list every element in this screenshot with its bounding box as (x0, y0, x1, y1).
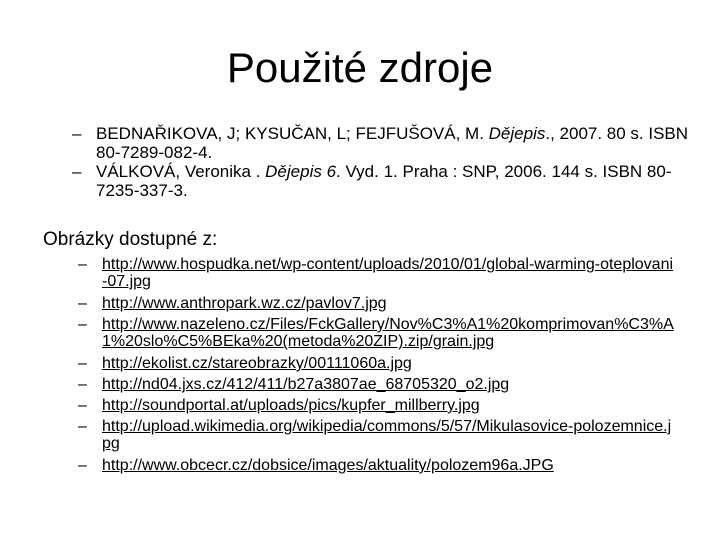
image-link[interactable]: http://ekolist.cz/stareobrazky/00111060a.jpg (102, 355, 412, 372)
link-item (78, 256, 678, 290)
source-authors: BEDNAŘIKOVA, J; KYSUČAN, L; FEJFUŠOVÁ, M. (96, 124, 489, 143)
bullet-dash: – (78, 295, 87, 312)
image-link[interactable]: http://nd04.jxs.cz/412/411/b27a3807ae_68705320_o2.jpg (102, 376, 510, 393)
source-item (72, 124, 692, 162)
bullet-dash: – (78, 355, 87, 372)
link-item (78, 397, 678, 414)
source-details: ., 2007. 80 s. ISBN 80-7289-082-4. (96, 124, 689, 162)
bullet-dash: – (78, 376, 87, 393)
link-item (78, 418, 678, 452)
image-link[interactable]: http://soundportal.at/uploads/pics/kupfer_millberry.jpg (102, 397, 480, 414)
link-item (78, 355, 678, 372)
link-item (78, 457, 678, 474)
bullet-dash: – (78, 457, 87, 474)
source-details: . Vyd. 1. Praha : SNP, 2006. 144 s. ISBN 80-7235-337-3. (96, 162, 672, 200)
bullet-dash: – (78, 316, 87, 333)
source-authors: VÁLKOVÁ, Veronika . (96, 162, 266, 181)
image-link[interactable]: http://www.nazeleno.cz/Files/FckGallery/Nov%C3%A1%20komprimovan%C3%A1%20slo%C5%BEka%20(metoda%20ZIP).zip/grain.jpg (102, 316, 674, 350)
source-work-title: Dějepis (488, 124, 546, 143)
image-link[interactable]: http://www.obcecr.cz/dobsice/images/aktuality/polozem96a.JPG (102, 457, 554, 474)
page-title: Použité zdroje (226, 44, 494, 91)
bullet-dash: – (78, 397, 87, 414)
image-link[interactable]: http://www.hospudka.net/wp-content/uploads/2010/01/global-warming-oteplovani-07.jpg (102, 256, 674, 290)
source-item (72, 162, 692, 200)
image-links-list (78, 256, 678, 478)
sources-list (72, 124, 692, 200)
link-item (78, 376, 678, 393)
bullet-dash: – (72, 124, 82, 143)
source-work-title: Dějepis 6 (265, 162, 337, 181)
bullet-dash: – (78, 418, 87, 435)
bullet-dash: – (78, 256, 87, 273)
images-heading: Obrázky dostupné z: (43, 229, 218, 250)
link-item (78, 295, 678, 312)
image-link[interactable]: http://www.anthropark.wz.cz/pavlov7.jpg (102, 295, 387, 312)
image-link[interactable]: http://upload.wikimedia.org/wikipedia/commons/5/57/Mikulasovice-polozemnice.jpg (102, 418, 672, 452)
link-item (78, 316, 678, 350)
bullet-dash: – (72, 162, 82, 181)
